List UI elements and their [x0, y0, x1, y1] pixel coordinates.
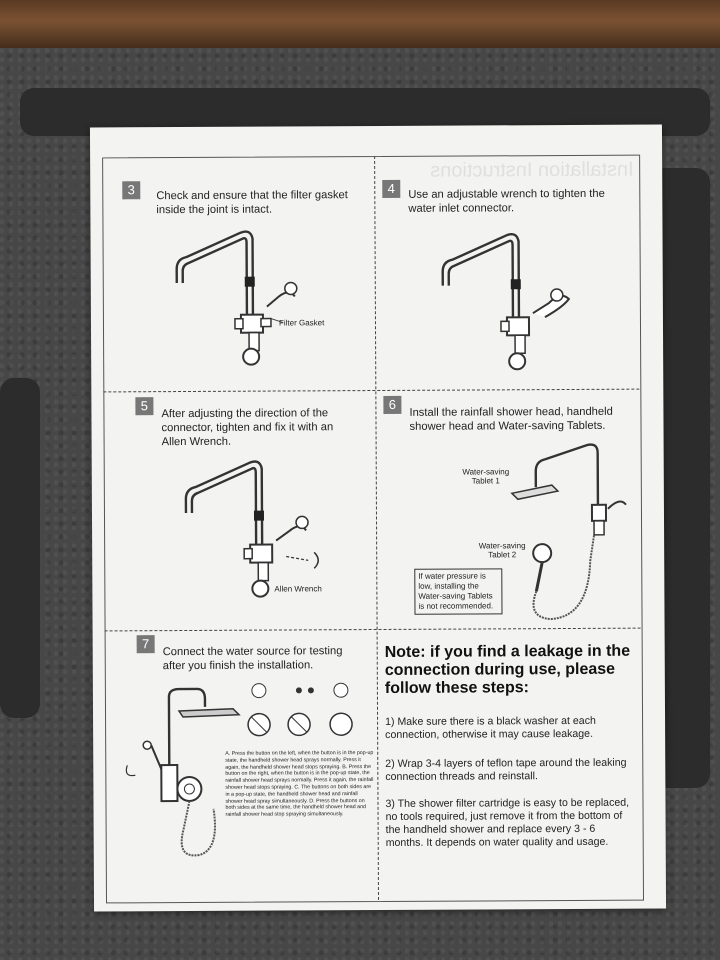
step-7-press-instructions: A. Press the button on the left, when the button is in the pop-up state, the handheld shower head sprays normally. Press it again, the handheld shower head stops spraying. B. Press the button on the right, when the button is in the pop-up state, the rainfall shower head sprays normally. Press it again, the rainfall shower head stops spraying. C. The buttons on both sides are in a pop-up state, the handheld shower head and rainfall shower head spray simultaneously. D. Press the buttons on both sides at the same time, the handheld shower head and rainfall shower head stop spraying simultaneously.: [225, 750, 374, 818]
faucet-illustration-4: [436, 229, 597, 380]
step-6-callout-1: Water-saving Tablet 1: [462, 467, 510, 486]
step-5-callout: Allen Wrench: [274, 584, 322, 594]
note-item-1: 1) Make sure there is a black washer at each connection, otherwise it may cause leakage.: [385, 714, 596, 741]
faucet-illustration-3: [170, 226, 331, 377]
shower-system-illustration-6: [506, 441, 637, 622]
step-7-number: 7: [137, 635, 155, 653]
step-4-text: Use an adjustable wrench to tighten the water inlet connector.: [408, 187, 605, 215]
step-6-callout-2: Water-saving Tablet 2: [478, 541, 526, 560]
step-5-number: 5: [135, 397, 153, 415]
step-3-callout: Filter Gasket: [278, 318, 325, 328]
step-6-tip-box: If water pressure is low, installing the Water-saving Tablets is not recommended.: [414, 568, 502, 614]
button-mode-icons: [241, 682, 361, 743]
leakage-note-title: Note: if you find a leakage in the connection during use, please follow these steps:: [384, 642, 631, 697]
note-item-3: 3) The shower filter cartridge is easy to be replaced, no tools required, just remove it from the bottom of the handheld shower and replace every 3 - 6 months. It depends on water quality and usage.: [385, 796, 630, 849]
wooden-table-edge: [0, 0, 720, 52]
step-3-number: 3: [122, 181, 140, 199]
step-6-text: Install the rainfall shower head, handheld shower head and Water-saving Tablets.: [409, 405, 613, 433]
step-6-number: 6: [383, 396, 401, 414]
step-5-text: After adjusting the direction of the connector, tighten and fix it with an Allen Wrench.: [161, 407, 334, 449]
step-7-text: Connect the water source for testing after you finish the installation.: [162, 645, 343, 673]
show-through-text: Installation Instructions: [430, 158, 634, 182]
instruction-sheet: [90, 125, 666, 912]
foam-slot-left: [0, 378, 40, 718]
step-3-text: Check and ensure that the filter gasket inside the joint is intact.: [156, 189, 348, 217]
step-4-number: 4: [382, 180, 400, 198]
note-item-2: 2) Wrap 3-4 layers of teflon tape around the leaking connection threads and reinstall.: [385, 756, 627, 783]
